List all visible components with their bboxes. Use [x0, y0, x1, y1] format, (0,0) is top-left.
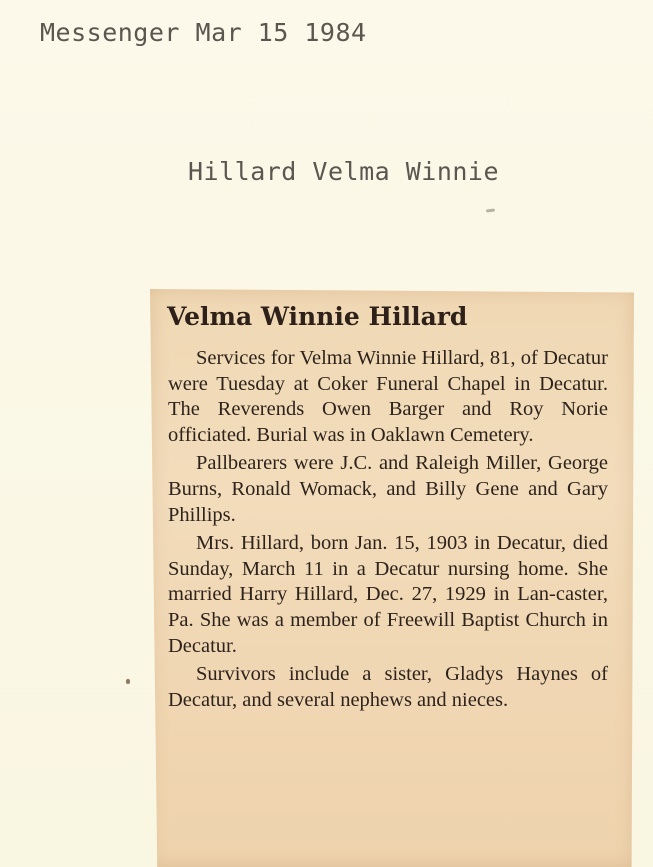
- obituary-title: Velma Winnie Hillard: [167, 302, 468, 331]
- obituary-body: [168, 346, 608, 716]
- obituary-paragraph-services: Services for Velma Winnie Hillard, 81, of Decatur were Tuesday at Coker Funeral Chapel in Decatur. The Reverends Owen Barger and Roy Norie officiated. Burial was in Oaklawn Cemetery.: [168, 347, 608, 446]
- paper-speck-2: [126, 679, 130, 684]
- subject-name-label: Hillard Velma Winnie: [188, 157, 500, 186]
- obituary-paragraph-pallbearers: Pallbearers were J.C. and Raleigh Miller, George Burns, Ronald Womack, and Billy Gene and Gary Phillips.: [168, 452, 608, 526]
- obituary-paragraph-biography: Mrs. Hillard, born Jan. 15, 1903 in Decatur, died Sunday, March 11 in a Decatur nursing home. She married Harry Hillard, Dec. 27, 1929 in Lan-caster, Pa. She was a member of Freewill Baptist Church in Decatur.: [168, 532, 608, 657]
- paper-speck: [486, 208, 495, 212]
- source-date-label: Messenger Mar 15 1984: [40, 18, 367, 47]
- obituary-paragraph-survivors: Survivors include a sister, Gladys Haynes of Decatur, and several nephews and nieces.: [168, 663, 608, 711]
